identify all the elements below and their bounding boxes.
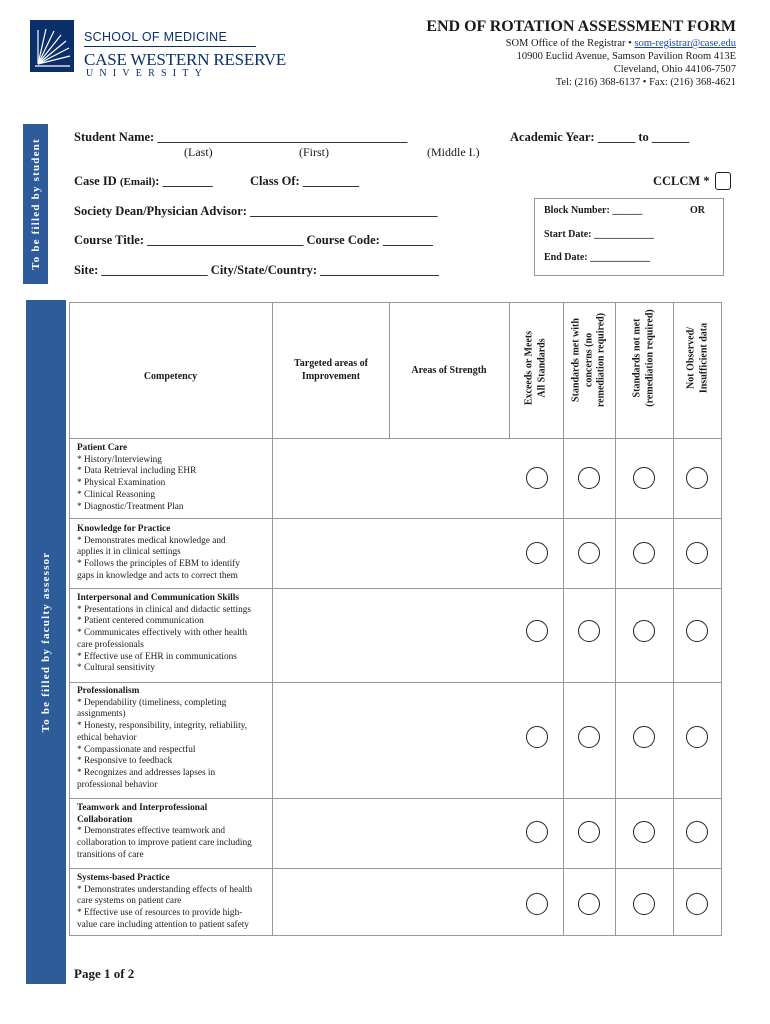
table-divider <box>563 302 564 936</box>
knowledge-exceeds-radio[interactable] <box>526 542 548 564</box>
teamwork-concerns-radio[interactable] <box>578 821 600 843</box>
society-dean-field[interactable]: Society Dean/Physician Advisor: ______________________________ <box>74 204 438 218</box>
communication-exceeds-radio[interactable] <box>526 620 548 642</box>
student-sidebar <box>23 124 48 284</box>
case-id-field[interactable] <box>74 174 213 189</box>
col-exceeds-meets: Exceeds or Meets All Standards <box>523 330 547 406</box>
col-met-with-concerns: Standards met with concerns (no remediation required) <box>570 312 607 408</box>
table-divider <box>69 438 722 439</box>
table-divider <box>272 302 273 936</box>
teamwork-not-met-radio[interactable] <box>633 821 655 843</box>
table-divider <box>69 868 722 869</box>
col-not-met: Standards not met (remediation required) <box>631 309 655 407</box>
last-name-caption: (Last) <box>184 145 213 159</box>
table-divider <box>509 302 510 438</box>
student-name-field[interactable]: Student Name: ________________________________________ <box>74 130 408 144</box>
logo-institution: CASE WESTERN RESERVE <box>84 50 287 69</box>
table-divider <box>69 518 722 519</box>
middle-initial-caption: (Middle I.) <box>427 145 480 159</box>
col-competency: Competency <box>143 371 198 382</box>
end-date-field[interactable]: End Date: ____________ <box>544 252 651 263</box>
row-interpersonal-communication: Interpersonal and Communication Skills * Presentations in clinical and didactic settings * Patient centered communication * Communicates effectively with other health care professionals * Effective use of EHR in communications * Cultural sensitivity <box>77 593 252 674</box>
first-name-caption: (First) <box>299 145 329 159</box>
faculty-sidebar <box>26 300 66 984</box>
systems-not-observed-radio[interactable] <box>686 893 708 915</box>
course-title-code-field[interactable]: Course Title: _________________________ Course Code: ________ <box>74 233 433 247</box>
patient-care-exceeds-radio[interactable] <box>526 467 548 489</box>
student-sidebar-label: To be filled by student <box>29 138 42 270</box>
registrar-line <box>506 38 736 49</box>
university-logo-icon <box>30 20 74 72</box>
col-targeted-improvement: Targeted areas of Improvement <box>294 358 368 382</box>
teamwork-not-observed-radio[interactable] <box>686 821 708 843</box>
communication-not-met-radio[interactable] <box>633 620 655 642</box>
block-number-field[interactable]: Block Number: ______ <box>544 205 643 216</box>
logo-divider <box>84 46 256 47</box>
knowledge-concerns-radio[interactable] <box>578 542 600 564</box>
communication-not-observed-radio[interactable] <box>686 620 708 642</box>
site-location-field[interactable]: Site: _________________ City/State/Country: ___________________ <box>74 263 439 277</box>
knowledge-not-met-radio[interactable] <box>633 542 655 564</box>
page-number: Page 1 of 2 <box>74 966 135 981</box>
form-title: END OF ROTATION ASSESSMENT FORM <box>426 18 736 35</box>
professionalism-not-met-radio[interactable] <box>633 726 655 748</box>
communication-concerns-radio[interactable] <box>578 620 600 642</box>
faculty-sidebar-label: To be filled by faculty assessor <box>40 551 52 733</box>
patient-care-not-observed-radio[interactable] <box>686 467 708 489</box>
row-systems-based-practice: Systems-based Practice * Demonstrates understanding effects of health care systems on patient care * Effective use of resources to provide high- value care including attention to patient safety <box>77 873 253 930</box>
registrar-email-link[interactable]: som-registrar@case.edu <box>634 38 736 49</box>
professionalism-not-observed-radio[interactable] <box>686 726 708 748</box>
patient-care-concerns-radio[interactable] <box>578 467 600 489</box>
class-of-field[interactable]: Class Of: _________ <box>250 174 360 188</box>
row-professionalism: Professionalism * Dependability (timeliness, completing assignments) * Honesty, responsibility, integrity, reliability, ethical behavior * Compassionate and respectful * Responsive to feedback * Recognizes and addresses lapses in professional behavior <box>77 686 248 790</box>
table-divider <box>69 682 722 683</box>
academic-year-field[interactable]: Academic Year: ______ to ______ <box>510 130 690 144</box>
systems-not-met-radio[interactable] <box>633 893 655 915</box>
table-divider <box>69 798 722 799</box>
cclcm-checkbox[interactable] <box>715 172 731 190</box>
case-id-blank: : ________ <box>155 174 213 188</box>
case-id-email-hint: (Email) <box>119 176 156 188</box>
table-divider <box>69 588 722 589</box>
row-knowledge-practice: Knowledge for Practice * Demonstrates medical knowledge and applies it in clinical settings * Follows the principles of EBM to identify gaps in knowledge and acts to correct them <box>77 524 240 581</box>
case-id-label: Case ID <box>74 174 117 188</box>
table-divider <box>673 302 674 936</box>
logo-school: SCHOOL OF MEDICINE <box>84 30 228 44</box>
col-areas-strength: Areas of Strength <box>411 365 487 376</box>
systems-exceeds-radio[interactable] <box>526 893 548 915</box>
professionalism-concerns-radio[interactable] <box>578 726 600 748</box>
teamwork-exceeds-radio[interactable] <box>526 821 548 843</box>
phone-fax-line: Tel: (216) 368-6137 • Fax: (216) 368-4621 <box>555 77 736 88</box>
professionalism-exceeds-radio[interactable] <box>526 726 548 748</box>
knowledge-not-observed-radio[interactable] <box>686 542 708 564</box>
block-or-label: OR <box>690 205 705 216</box>
table-divider <box>615 302 616 936</box>
systems-concerns-radio[interactable] <box>578 893 600 915</box>
address-line-2: Cleveland, Ohio 44106-7507 <box>613 64 736 75</box>
cclcm-label: CCLCM * <box>653 174 710 188</box>
col-not-observed: Not Observed/ Insufficient data <box>685 322 709 394</box>
start-date-field[interactable]: Start Date: ____________ <box>544 229 654 240</box>
patient-care-not-met-radio[interactable] <box>633 467 655 489</box>
row-teamwork-collaboration: Teamwork and Interprofessional Collaboration * Demonstrates effective teamwork and collaboration to improve patient care including transitions of care <box>77 803 252 860</box>
registrar-office: SOM Office of the Registrar • <box>505 38 635 49</box>
row-patient-care: Patient Care * History/Interviewing * Data Retrieval including EHR * Physical Examination * Clinical Reasoning * Diagnostic/Treatment Plan <box>77 443 197 512</box>
logo-university: UNIVERSITY <box>86 68 208 79</box>
address-line-1: 10900 Euclid Avenue, Samson Pavilion Room 413E <box>516 51 736 62</box>
